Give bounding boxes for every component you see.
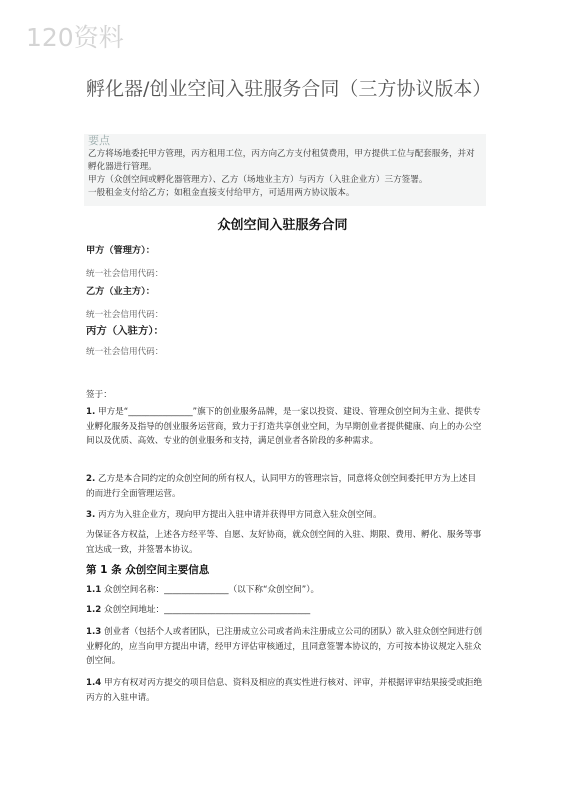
recital-number: 1. — [86, 407, 96, 417]
clause-number: 1.1 — [86, 585, 102, 595]
summary-line: 一般租金支付给乙方；如租金直接支付给甲方，可适用两方协议版本。 — [88, 188, 355, 198]
summary-line: 乙方将场地委托甲方管理，丙方租用工位，丙方向乙方支付租赁费用，甲方提供工位与配套服务，并对孵化器进行管理。 — [88, 149, 475, 172]
clause-number: 1.2 — [86, 605, 102, 615]
recital-text: 乙方是本合同约定的众创空间的所有权人，认同甲方的管理宗旨，同意将众创空间委托甲方为上述目的而进行全面管理运营。 — [86, 474, 477, 499]
party-a — [86, 244, 484, 281]
site-logo: 120资料 — [26, 23, 124, 52]
party-a-code-label: 统一社会信用代码： — [86, 268, 164, 279]
document-title: 孵化器/创业空间入驻服务合同（三方协议版本） — [86, 78, 492, 100]
clause-1-3 — [86, 625, 484, 669]
party-a-name: 甲方（管理方）： — [86, 245, 155, 256]
party-b-code-label: 统一社会信用代码： — [86, 309, 164, 320]
recital-number: 3. — [86, 510, 96, 520]
recital-3 — [86, 508, 484, 523]
party-c-name: 丙方（入驻方）： — [86, 325, 164, 337]
contract-title: 众创空间入驻服务合同 — [217, 218, 348, 233]
clause-text: 众创空间名称：_______________（以下称“众创空间”）。 — [103, 585, 320, 595]
party-c-code-label: 统一社会信用代码： — [86, 346, 164, 357]
recital-2 — [86, 472, 484, 501]
signed-at: 签于： — [86, 390, 112, 400]
clause-1-4 — [86, 676, 484, 705]
summary-label: 要点 — [88, 134, 110, 147]
intro-paragraph — [86, 528, 484, 557]
article-title: 第 1 条 众创空间主要信息 — [86, 564, 210, 576]
article-1-title — [86, 563, 484, 578]
recital-1 — [86, 405, 484, 449]
party-b-name: 乙方（业主方）： — [86, 286, 155, 297]
clause-number: 1.3 — [86, 627, 102, 637]
party-c — [86, 324, 484, 359]
summary-line: 甲方（众创空间或孵化器管理方）、乙方（场地业主方）与丙方（入驻企业方）三方签署。 — [88, 175, 428, 185]
recital-text: 丙方为入驻企业方，现向甲方提出入驻申请并获得甲方同意入驻众创空间。 — [97, 510, 382, 520]
clause-text: 创业者（包括个人或者团队，已注册成立公司或者尚未注册成立公司的团队）欲入驻众创空间进行创业孵化的，应当向甲方提出申请，经甲方评估审核通过，且同意签署本协议的，方可按本协议规定入驻众创空间。 — [86, 627, 483, 666]
clause-number: 1.4 — [86, 678, 102, 688]
summary-box — [84, 134, 486, 206]
party-b — [86, 285, 484, 322]
recital-text: 甲方是“_______________”旗下的创业服务品牌，是一家以投资、建设、管理众创空间为主业、提供专业孵化服务及指导的创业服务运营商，致力于打造共享创业空间，为早期创业者提供健康、向上的办公空间以及优质、高效、专业的创业服务和支持，满足创业者各阶段的多种需求。 — [86, 407, 482, 446]
recital-number: 2. — [86, 474, 96, 484]
clause-text: 甲方有权对丙方提交的项目信息、资料及相应的真实性进行核对、评审，并根据评审结果接受或拒绝丙方的入驻申请。 — [86, 678, 483, 703]
clause-1-2 — [86, 603, 484, 618]
intro-text: 为保证各方权益，上述各方经平等、自愿、友好协商，就众创空间的入驻、期限、费用、孵化、服务等事宜达成一致，并签署本协议。 — [86, 530, 482, 555]
clause-1-1 — [86, 583, 484, 598]
clause-text: 众创空间地址：__________________________________ — [103, 605, 311, 615]
